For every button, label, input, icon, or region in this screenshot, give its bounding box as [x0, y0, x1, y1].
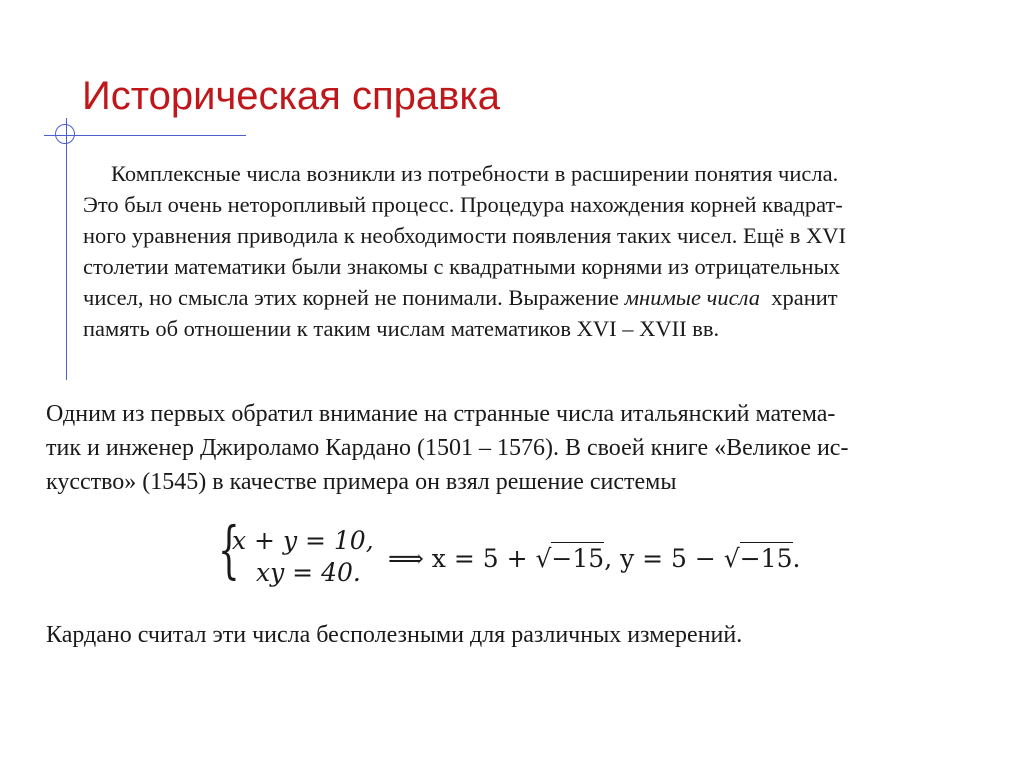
- conclusion-paragraph: Кардано считал эти числа бесполезными для различных измерений.: [46, 622, 743, 648]
- radicand: −15: [739, 544, 793, 573]
- square-root: [535, 542, 604, 573]
- equation-1-text: x + y = 10,: [232, 526, 374, 555]
- result-middle: , y = 5 −: [604, 544, 724, 573]
- square-root: [724, 542, 793, 573]
- history-paragraph: [83, 158, 989, 344]
- slide-title: Историческая справка: [82, 74, 500, 118]
- paragraph-line: Комплексные числа возникли из потребности в расширении понятия числа.: [111, 161, 839, 186]
- paragraph-line: память об отношении к таким числам математиков XVI – XVII вв.: [83, 316, 720, 341]
- paragraph-line: тик и инженер Джироламо Кардано (1501 – 1576). В своей книге «Великое ис-: [46, 435, 849, 461]
- paragraph-line: Это был очень неторопливый процесс. Процедура нахождения корней квадрат-: [83, 192, 843, 217]
- paragraph-line: кусство» (1545) в качестве примера он взял решение системы: [46, 469, 677, 495]
- crosshair-circle-icon: [55, 124, 75, 144]
- margin-vertical-rule: [66, 118, 67, 380]
- equation-1: [232, 526, 374, 555]
- equation-system: [218, 513, 818, 592]
- equation-2-text: xy = 40.: [256, 558, 361, 587]
- paragraph-line-end: хранит: [759, 285, 838, 310]
- equation-2: [256, 558, 361, 587]
- sqrt-sign: √: [535, 544, 552, 573]
- equation-result: [388, 542, 800, 573]
- radicand: −15: [551, 544, 605, 573]
- cardano-paragraph: [46, 397, 1006, 499]
- result-end: .: [792, 544, 801, 573]
- italic-term: мнимые числа: [624, 285, 760, 310]
- paragraph-line: [83, 282, 989, 313]
- paragraph-line: Одним из первых обратил внимание на странные числа итальянский матема-: [46, 401, 836, 427]
- system-brace: {: [218, 513, 240, 586]
- result-start: ⟹ x = 5 +: [388, 544, 536, 573]
- paragraph-line: ного уравнения приводила к необходимости появления таких чисел. Ещё в XVI: [83, 223, 846, 248]
- paragraph-line-start: чисел, но смысла этих корней не понимали. Выражение: [83, 285, 625, 310]
- paragraph-line: столетии математики были знакомы с квадратными корнями из отрицательных: [83, 254, 840, 279]
- sqrt-sign: √: [723, 544, 740, 573]
